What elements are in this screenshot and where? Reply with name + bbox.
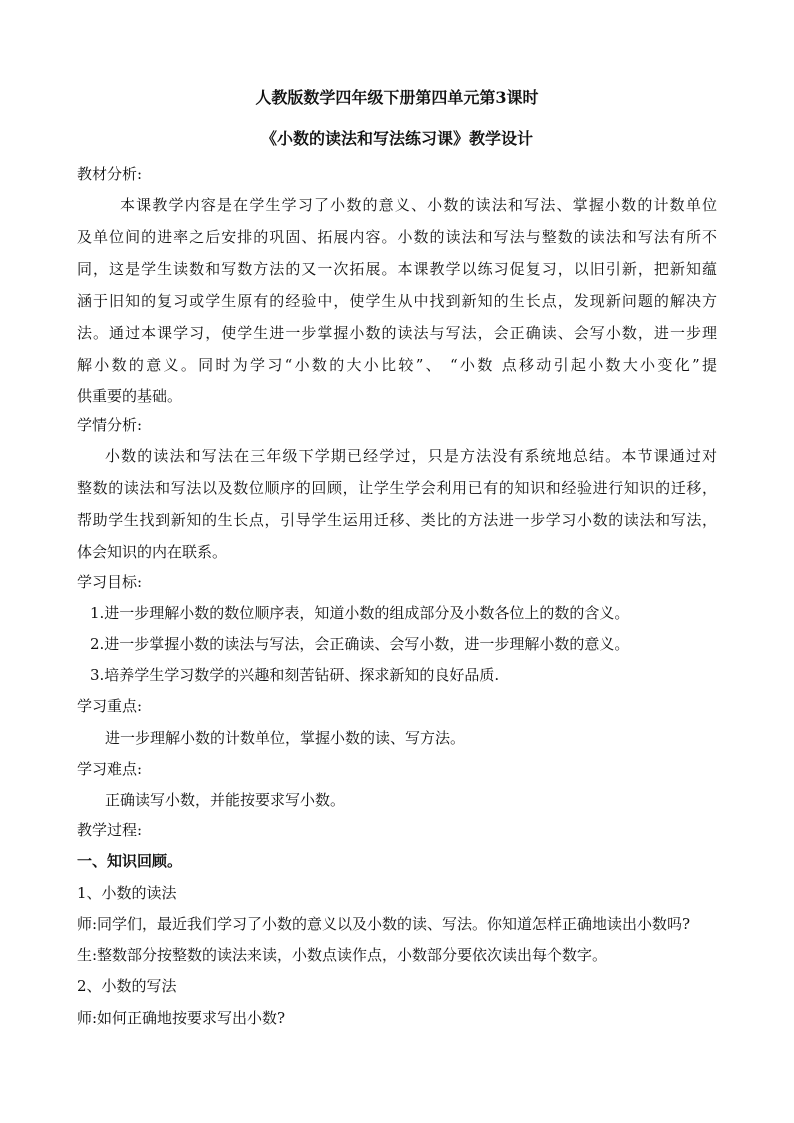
paragraph-line: 进一步理解小数的计数单位，掌握小数的读、写方法。 bbox=[105, 729, 466, 747]
item-heading-writing: 2、小数的写法 bbox=[77, 977, 177, 995]
paragraph-line: 整数的读法和写法以及数位顺序的回顾，让学生学会利用已有的知识和经验进行知识的迁移， bbox=[77, 479, 717, 497]
paragraph-line: 供重要的基础。 bbox=[77, 387, 183, 405]
item-heading-reading: 1、小数的读法 bbox=[77, 884, 177, 902]
doc-title-line2: 《小数的读法和写法练习课》教学设计 bbox=[260, 129, 533, 148]
part-heading-review: 一、知识回顾。 bbox=[77, 852, 183, 870]
goal-item: 2.进一步掌握小数的读法与写法，会正确读、会写小数，进一步理解小数的意义。 bbox=[90, 635, 630, 653]
section-heading-teaching-process: 教学过程: bbox=[77, 821, 143, 839]
section-heading-key-points: 学习重点: bbox=[77, 697, 143, 715]
paragraph-line: 解小数的意义。同时为学习“小数的大小比较”、 “小数 点移动引起小数大小变化”提 bbox=[77, 356, 717, 374]
goal-item: 3.培养学生学习数学的兴趣和刻苦钻研、探求新知的良好品质. bbox=[90, 666, 500, 684]
paragraph-line: 本课教学内容是在学生学习了小数的意义、小数的读法和写法、掌握小数的计数单位 bbox=[120, 196, 717, 214]
goal-item: 1.进一步理解小数的数位顺序表，知道小数的组成部分及小数各位上的数的含义。 bbox=[90, 604, 630, 622]
section-heading-learning-goals: 学习目标: bbox=[77, 573, 143, 591]
paragraph-line: 同，这是学生读数和写数方法的又一次拓展。本课教学以练习促复习，以旧引新，把新知蕴 bbox=[77, 260, 717, 278]
section-heading-textbook-analysis: 教材分析: bbox=[77, 165, 143, 183]
student-line: 生:整数部分按整数的读法来读，小数点读作点，小数部分要依次读出每个数字。 bbox=[77, 946, 608, 964]
section-heading-difficulties: 学习难点: bbox=[77, 760, 143, 778]
paragraph-line: 法。通过本课学习，使学生进一步掌握小数的读法与写法，会正确读、会写小数，进一步理 bbox=[77, 324, 717, 342]
paragraph-line: 帮助学生找到新知的生长点，引导学生运用迁移、类比的方法进一步学习小数的读法和写法， bbox=[77, 511, 717, 529]
teacher-line: 师:同学们，最近我们学习了小数的意义以及小数的读、写法。你知道怎样正确地读出小数吗? bbox=[77, 915, 691, 933]
paragraph-line: 正确读写小数，并能按要求写小数。 bbox=[105, 791, 346, 809]
paragraph-line: 及单位间的进率之后安排的巩固、拓展内容。小数的读法和写法与整数的读法和写法有所不 bbox=[77, 228, 717, 246]
paragraph-line: 体会知识的内在联系。 bbox=[77, 543, 228, 561]
teacher-line: 师:如何正确地按要求写出小数? bbox=[77, 1009, 286, 1027]
paragraph-line: 涵于旧知的复习或学生原有的经验中，使学生从中找到新知的生长点，发现新问题的解决方 bbox=[77, 292, 717, 310]
section-heading-student-analysis: 学情分析: bbox=[77, 416, 143, 434]
doc-title-line1: 人教版数学四年级下册第四单元第3课时 bbox=[255, 88, 539, 107]
paragraph-line: 小数的读法和写法在三年级下学期已经学过，只是方法没有系统地总结。本节课通过对 bbox=[105, 447, 717, 465]
